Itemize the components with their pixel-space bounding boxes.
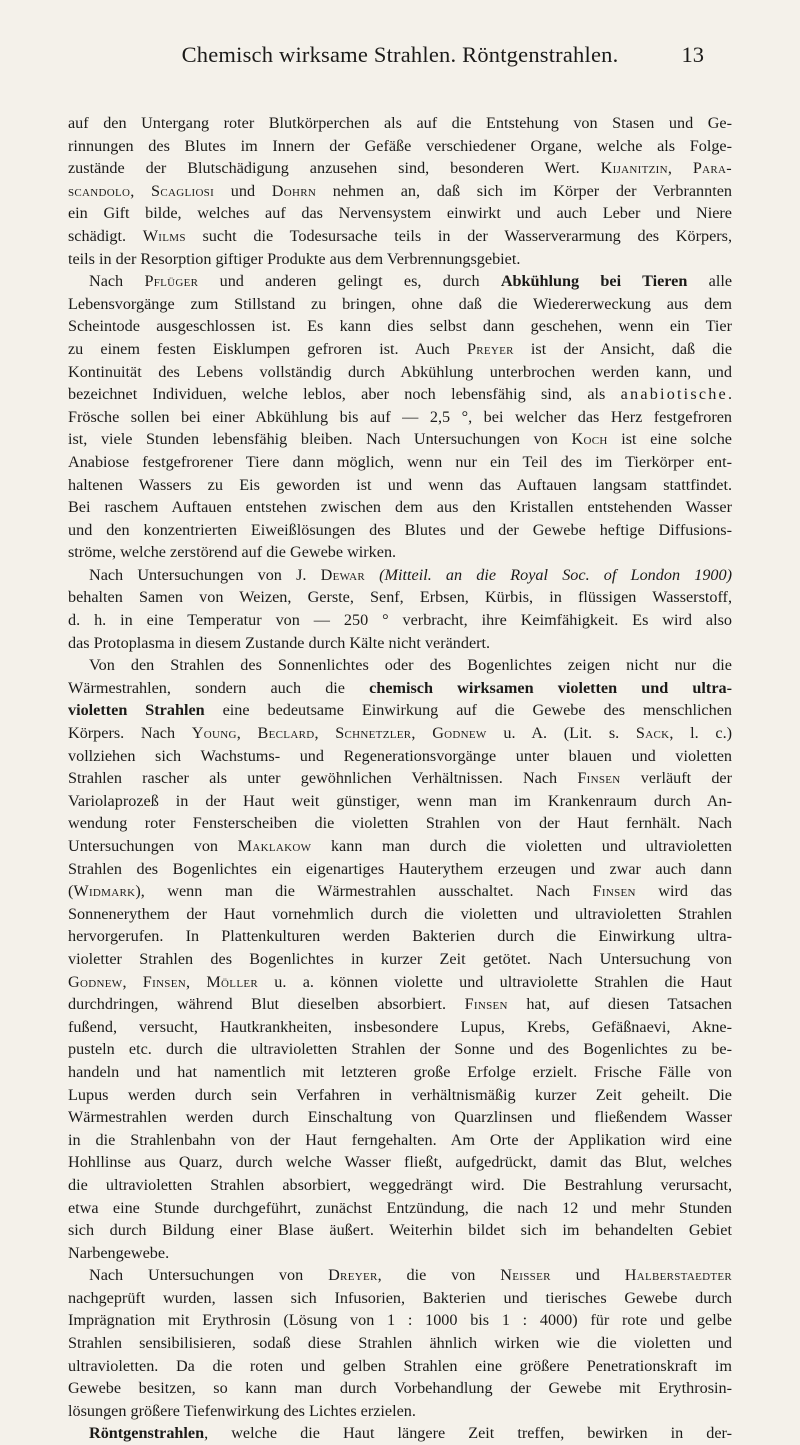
text-line: bezeichnet Individuen, welche leblos, aber noch lebensfähig sind, als anabiotische. <box>68 385 732 404</box>
text-line: ist, viele Stunden lebensfähig bleiben. Nach Untersuchungen von Koch ist eine solche <box>68 430 732 449</box>
text-line: Lebensvorgänge zum Stillstand zu bringen, ohne daß die Wiedererweckung aus dem <box>68 294 732 313</box>
text-line: ultravioletten. Da die roten und gelben Strahlen eine größere Penetrationskraft im <box>68 1356 732 1375</box>
paragraph <box>68 654 732 1264</box>
text-line: (Widmark), wenn man die Wärmestrahlen ausschaltet. Nach Finsen wird das <box>68 882 732 901</box>
text-line: ströme, welche zerstörend auf die Gewebe wirken. <box>68 543 397 562</box>
text-line: Von den Strahlen des Sonnenlichtes oder des Bogenlichtes zeigen nicht nur die <box>89 656 732 675</box>
text-line: Strahlen sensibilisieren, sodaß diese Strahlen ähnlich wirken wie die violetten und <box>68 1334 732 1353</box>
text-line: Strahlen rascher als unter gewöhnlichen Verhältnissen. Nach Finsen verläuft der <box>68 769 732 788</box>
text-line: zu einem festen Eisklumpen gefroren ist. Auch Preyer ist der Ansicht, daß die <box>68 339 732 358</box>
text-line: haltenen Wassers zu Eis geworden ist und wenn das Auftauen langsam stattfindet. <box>68 475 732 494</box>
paragraph <box>68 112 732 270</box>
text-line: Scheintode ausgeschlossen ist. Es kann dies selbst dann geschehen, wenn ein Tier <box>68 317 732 336</box>
text-line: behalten Samen von Weizen, Gerste, Senf, Erbsen, Kürbis, in flüssigen Wasserstoff, <box>68 588 732 607</box>
text-line: Wärmestrahlen, sondern auch die chemisch wirksamen violetten und ultra- <box>68 678 732 697</box>
text-line: Godnew, Finsen, Möller u. a. können violette und ultraviolette Strahlen die Haut <box>68 972 732 991</box>
author-name: Maklakow <box>237 837 312 855</box>
keyword: Röntgenstrahlen <box>89 1424 205 1443</box>
text-line: Gewebe besitzen, so kann man durch Vorbehandlung der Gewebe mit Erythrosin- <box>68 1379 732 1398</box>
text-line: sich durch Bildung einer Blase äußert. Weiterhin bildet sich im behandelten Gebiet <box>68 1221 732 1240</box>
author-name: Finsen <box>464 995 508 1014</box>
paragraph <box>68 1422 732 1445</box>
keyword: chemisch wirksamen violetten und ultra- <box>369 678 732 697</box>
text-line: Nach Pflüger und anderen gelingt es, durch Abkühlung bei Tieren alle <box>89 272 732 291</box>
page-number: 13 <box>681 42 704 67</box>
author-name: Pflüger <box>144 272 199 291</box>
text-line: violetter Strahlen des Bogenlichtes in kurzer Zeit getötet. Nach Untersuchung von <box>68 949 732 968</box>
author-name: Koch <box>571 430 608 449</box>
author-name: Preyer <box>466 339 514 358</box>
author-name: Godnew <box>432 724 487 743</box>
text-line: teils in der Resorption giftiger Produkte aus dem Verbrennungsgebiet. <box>68 249 521 268</box>
text-line: hervorgerufen. In Plattenkulturen werden Bakterien durch die Einwirkung ultra- <box>68 927 732 946</box>
text-line: durchdringen, während Blut dieselben absorbiert. Finsen hat, auf diesen Tatsachen <box>68 995 732 1014</box>
text-line: lösungen größere Tiefenwirkung des Lichtes erzielen. <box>68 1401 416 1420</box>
text-line: Kontinuität des Lebens vollständig durch Abkühlung unterbrochen werden kann, und <box>68 362 732 381</box>
author-name: Finsen <box>142 972 186 991</box>
text-line: pusteln etc. durch die ultravioletten Strahlen der Sonne und des Bogenlichtes zu be- <box>68 1040 732 1059</box>
text-line: in die Strahlenbahn von der Haut ferngehalten. Am Orte der Applikation wird eine <box>68 1130 732 1149</box>
running-title: Chemisch wirksame Strahlen. Röntgenstrahlen. <box>181 42 619 67</box>
text-line: handeln und hat namentlich mit letzteren große Erfolge erzielt. Frische Fälle von <box>68 1062 732 1081</box>
paragraph <box>68 564 732 654</box>
keyword: Abkühlung bei Tieren <box>500 272 688 291</box>
text-line: Strahlen des Bogenlichtes ein eigenartiges Hauterythem erzeugen und zwar auch dann <box>68 859 732 878</box>
text-line: d. h. in eine Temperatur von — 250 ° verbracht, ihre Keimfähigkeit. Es wird also <box>68 611 732 630</box>
text-line: nachgeprüft wurden, lassen sich Infusorien, Bakterien und tierisches Gewebe durch <box>68 1288 732 1307</box>
text-line: und den konzentrierten Eiweißlösungen des Blutes und der Gewebe heftige Diffusions- <box>68 520 732 539</box>
author-name: Beclard <box>257 724 315 743</box>
author-name: Sack <box>635 724 670 743</box>
text-line: Nach Untersuchungen von Dreyer, die von Neisser und Halberstaedter <box>89 1266 732 1285</box>
author-name: Dreyer <box>328 1266 378 1285</box>
author-name: Neisser <box>500 1266 551 1285</box>
author-name: Kijanitzin <box>600 159 668 178</box>
author-name: Young <box>191 724 237 743</box>
text-line: etwa eine Stunde durchgeführt, zunächst Entzündung, die nach 12 und mehr Stunden <box>68 1198 732 1217</box>
author-name: Finsen <box>577 769 621 788</box>
author-name: Möller <box>206 972 258 991</box>
text-line: Nach Untersuchungen von J. Dewar (Mitteil. an die Royal Soc. of London 1900) <box>89 565 732 584</box>
author-name: Dewar <box>320 565 365 584</box>
text-line: Imprägnation mit Erythrosin (Lösung von 1 : 1000 bis 1 : 4000) für rote und gelbe <box>68 1311 732 1330</box>
text-line: ein Gift bilde, welches auf das Nervensystem einwirkt und auch Leber und Niere <box>68 204 732 223</box>
author-name: Widmark <box>73 882 136 901</box>
author-name: Schnetzler <box>335 724 412 743</box>
text-line: scandolo, Scagliosi und Dohrn nehmen an, daß sich im Körper der Verbrannten <box>68 181 732 200</box>
text-line: Sonnenerythem der Haut vornehmlich durch die violetten und ultravioletten Strahlen <box>68 904 732 923</box>
author-name: Finsen <box>592 882 636 901</box>
text-line: vollziehen sich Wachstums- und Regenerationsvorgänge unter blauen und violetten <box>68 746 732 765</box>
text-line: Variolaprozeß in der Haut weit günstiger, wenn man im Krankenraum durch An- <box>68 791 732 810</box>
text-line: Anabiose festgefrorener Tiere dann möglich, wenn nur ein Teil des im Tierkörper ent- <box>68 452 732 471</box>
citation: (Mitteil. an die Royal Soc. of London 1900) <box>379 565 732 584</box>
text-line: Untersuchungen von Maklakow kann man durch die violetten und ultravioletten <box>68 837 732 855</box>
author-name: Wilms <box>142 226 186 245</box>
text-line: Röntgenstrahlen, welche die Haut längere Zeit treffen, bewirken in der- <box>89 1424 732 1443</box>
author-name: Scagliosi <box>151 181 215 200</box>
author-name: Dohrn <box>271 181 317 200</box>
text-line: Wärmestrahlen werden durch Einschaltung von Quarzlinsen und fließendem Wasser <box>68 1108 732 1127</box>
text-line: zustände der Blutschädigung anzusehen sind, besonderen Wert. Kijanitzin, Para- <box>68 159 732 178</box>
text-line: Körpers. Nach Young, Beclard, Schnetzler, Godnew u. A. (Lit. s. Sack, l. c.) <box>68 724 732 743</box>
paragraph <box>68 270 732 564</box>
author-name: Godnew <box>68 972 123 991</box>
keyword: violetten Strahlen <box>68 701 205 720</box>
text-line: die ultravioletten Strahlen absorbiert, weggedrängt wird. Die Bestrahlung verursacht, <box>68 1175 732 1194</box>
text-line: das Protoplasma in diesem Zustande durch Kälte nicht verändert. <box>68 633 491 652</box>
text-line: Hohllinse aus Quarz, durch welche Wasser fließt, aufgedrückt, damit das Blut, welches <box>68 1153 732 1172</box>
text-line: wendung roter Fensterscheiben die violetten Strahlen von der Haut fernhält. Nach <box>68 814 732 833</box>
text-line: Frösche sollen bei einer Abkühlung bis auf — 2,5 °, bei welcher das Herz festgefroren <box>68 407 732 426</box>
text-line: Bei raschem Auftauen entstehen zwischen dem aus den Kristallen entstehenden Wasser <box>68 498 732 517</box>
paragraph <box>68 1264 732 1422</box>
text-line: Lupus werden durch sein Verfahren in verhältnismäßig kurzer Zeit geheilt. Die <box>68 1085 732 1104</box>
text-line: schädigt. Wilms sucht die Todesursache teils in der Wasserverarmung des Körpers, <box>68 226 732 245</box>
author-name: Halberstaedter <box>624 1266 732 1285</box>
running-header <box>0 42 800 82</box>
author-name: scandolo <box>68 181 131 200</box>
text-line: auf den Untergang roter Blutkörperchen als auf die Entstehung von Stasen und Ge- <box>68 114 732 132</box>
text-line: fußend, versucht, Hautkrankheiten, insbesondere Lupus, Krebs, Gefäßnaevi, Akne- <box>68 1017 732 1036</box>
spaced-term: anabiotische <box>620 385 728 404</box>
body-text <box>68 112 732 1445</box>
author-name: Para- <box>692 159 732 178</box>
text-line: Narbengewebe. <box>68 1243 170 1262</box>
text-line: violetten Strahlen eine bedeutsame Einwirkung auf die Gewebe des menschlichen <box>68 701 732 720</box>
text-line: rinnungen des Blutes im Innern der Gefäße verschiedener Organe, welche als Folge- <box>68 136 732 155</box>
